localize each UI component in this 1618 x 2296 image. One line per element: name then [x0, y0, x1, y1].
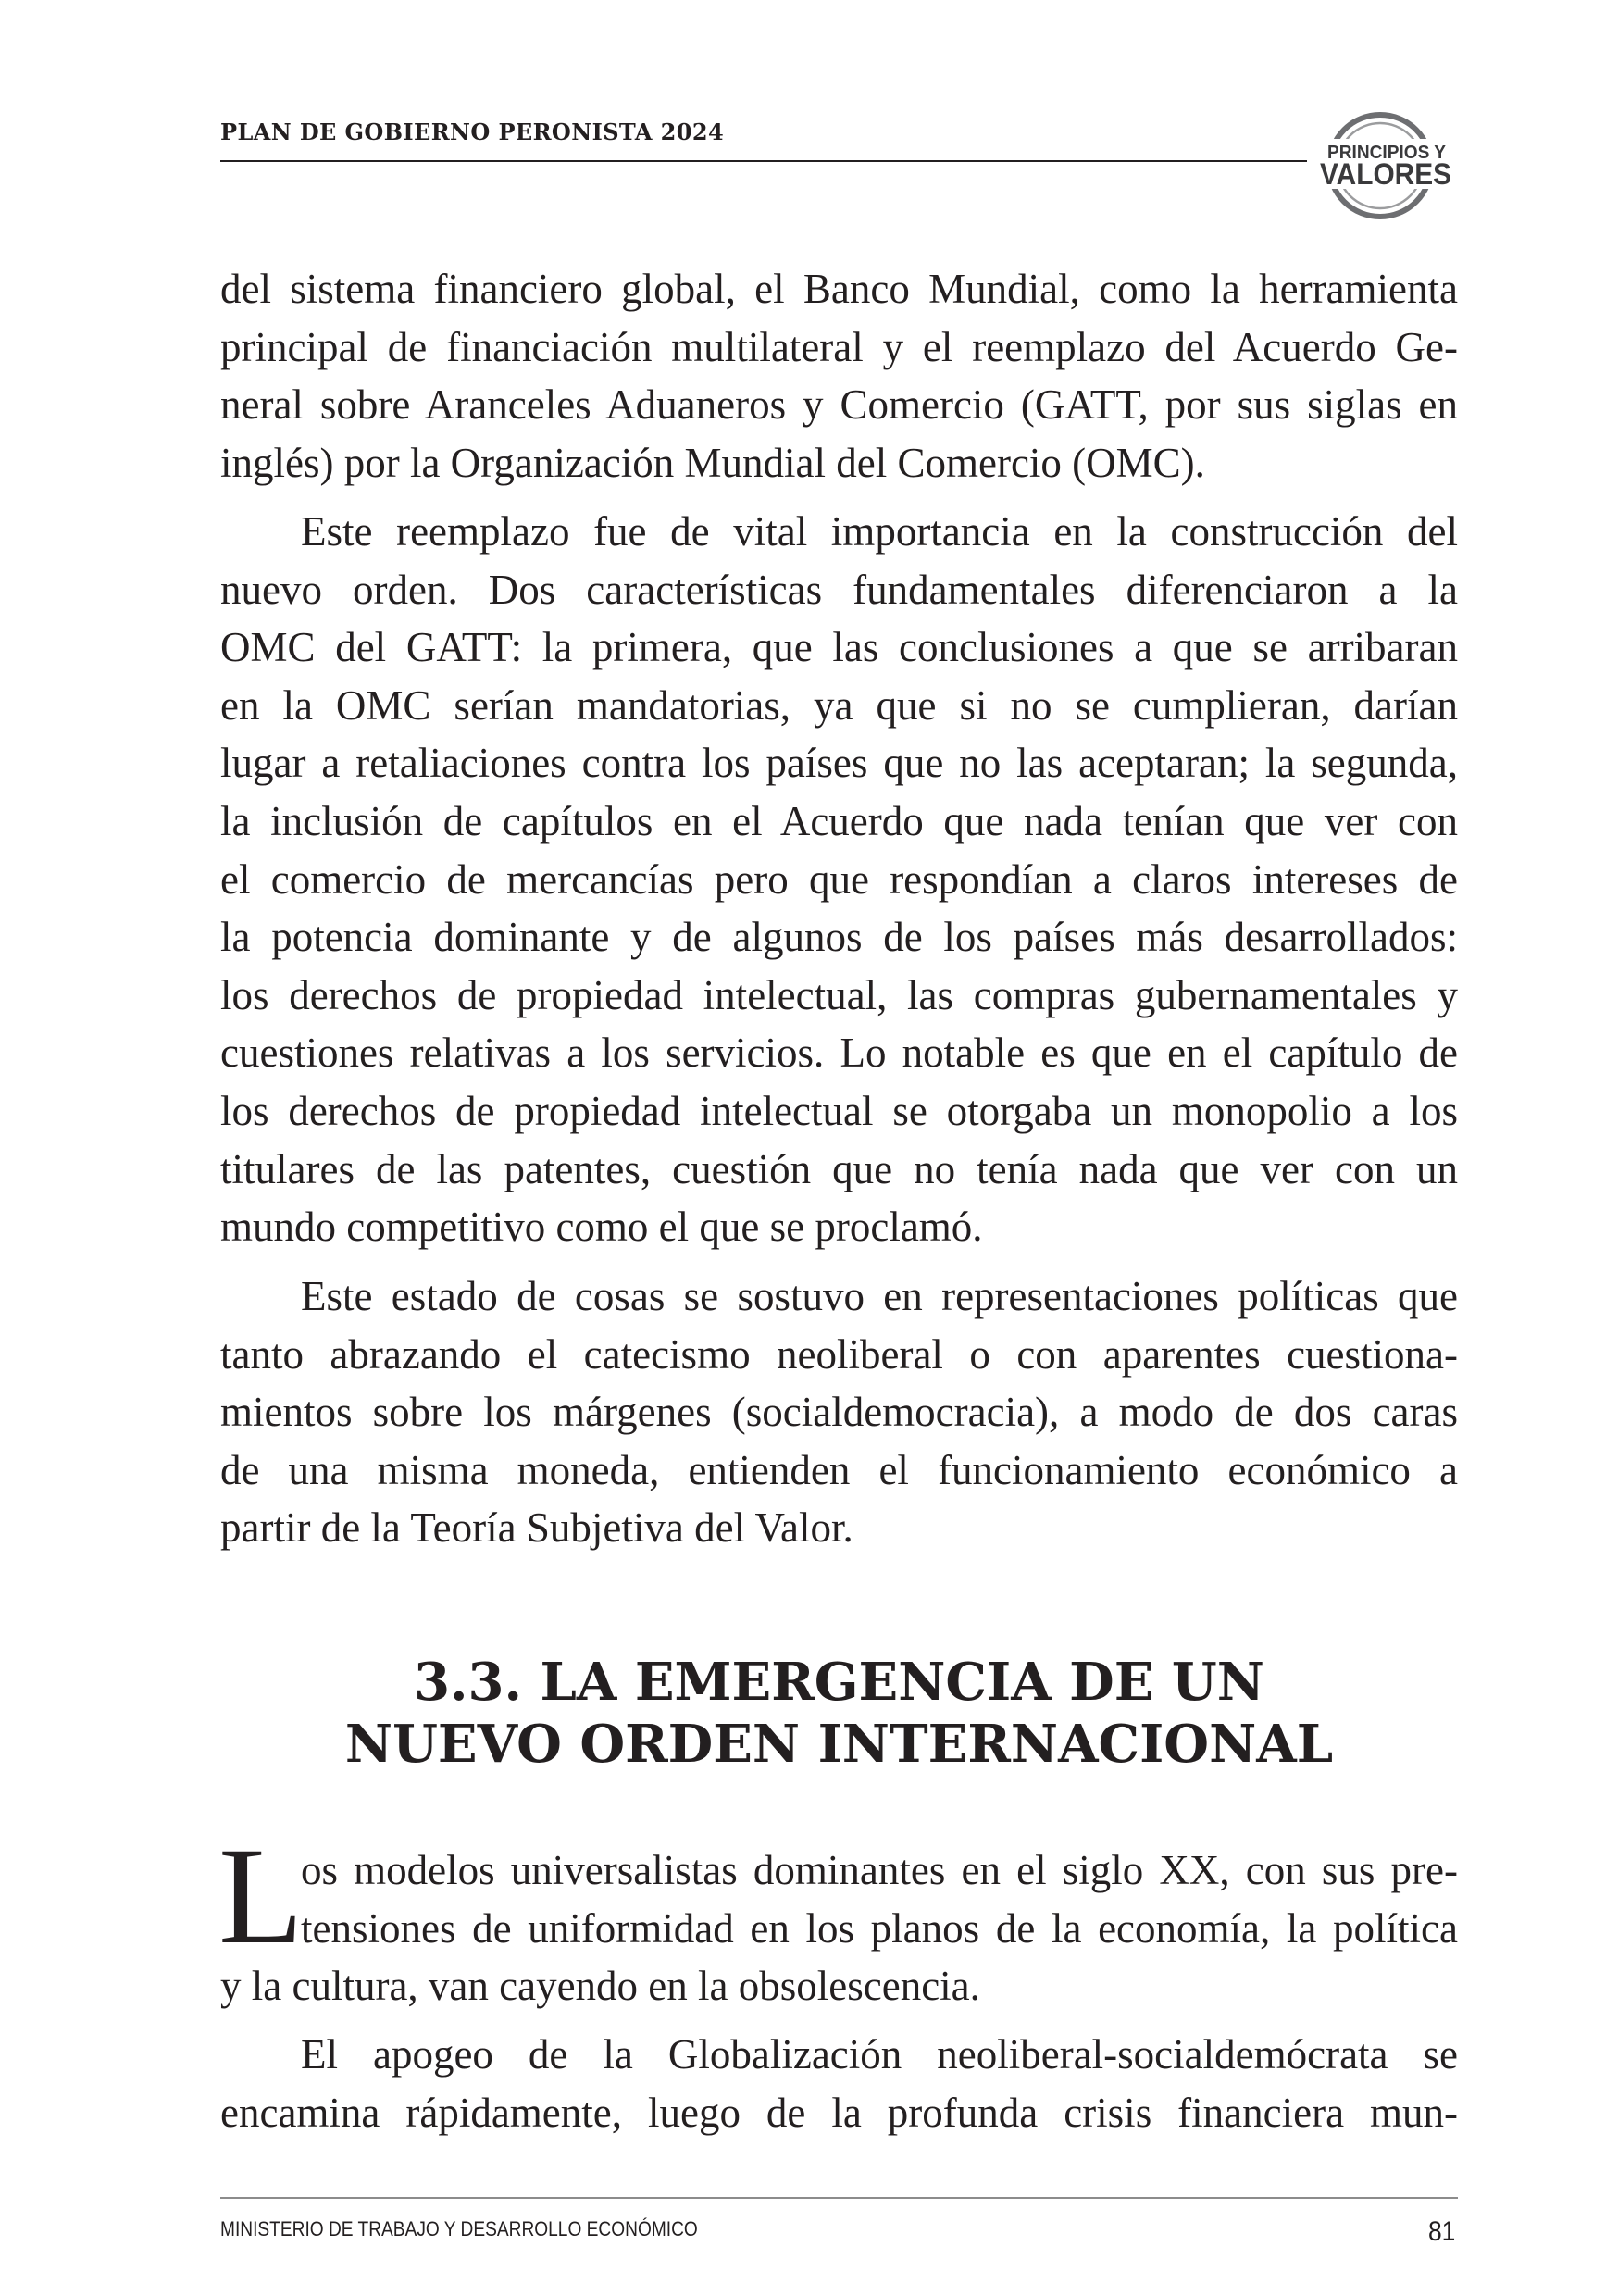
text-line: la inclusión de capítulos en el Acuerdo que nada tenían que ver con — [220, 797, 1458, 844]
paragraph — [220, 2026, 1458, 2141]
text-line: lugar a retaliaciones contra los países que no las aceptaran; la segunda, — [220, 740, 1458, 787]
logo-text-valores: VALORES — [1320, 157, 1451, 191]
drop-cap: L — [218, 1819, 304, 1973]
section-heading — [220, 1652, 1458, 1776]
footer-rule — [220, 2197, 1458, 2199]
text-line: nuevo orden. Dos características fundamentales diferenciaron a la — [220, 566, 1458, 613]
running-title: PLAN DE GOBIERNO PERONISTA 2024 — [220, 119, 725, 145]
text-line: tanto abrazando el catecismo neoliberal o con aparentes cuestiona- — [220, 1330, 1458, 1378]
text-line: inglés) por la Organización Mundial del Comercio (OMC). — [220, 439, 1205, 486]
text-line: Este reemplazo fue de vital importancia en la construcción del — [301, 508, 1458, 555]
principios-y-valores-logo — [1296, 100, 1459, 231]
footer-ministry: MINISTERIO DE TRABAJO Y DESARROLLO ECONÓMICO — [220, 2217, 698, 2240]
text-line: de una misma moneda, entienden el funcionamiento económico a — [220, 1446, 1458, 1493]
header-rule — [220, 160, 1307, 162]
text-line: neral sobre Aranceles Aduaneros y Comercio (GATT, por sus siglas en — [220, 381, 1458, 429]
text-line: tensiones de uniformidad en los planos de la economía, la política — [301, 1904, 1458, 1952]
text-line: os modelos universalistas dominantes en el siglo XX, con sus pre- — [301, 1847, 1458, 1893]
text-line: mientos sobre los márgenes (socialdemocracia), a modo de dos caras — [220, 1389, 1458, 1436]
text-line: Este estado de cosas se sostuvo en representaciones políticas que — [301, 1273, 1458, 1319]
text-line: el comercio de mercancías pero que respondían a claros intereses de — [220, 855, 1458, 903]
section-heading-line: NUEVO ORDEN INTERNACIONAL — [344, 1714, 1334, 1775]
text-line: la potencia dominante y de algunos de los países más desarrollados: — [220, 914, 1458, 961]
text-line: cuestiones relativas a los servicios. Lo notable es que en el capítulo de — [220, 1029, 1458, 1077]
text-line: en la OMC serían mandatorias, ya que si no se cumplieran, darían — [220, 681, 1458, 729]
text-line: principal de financiación multilateral y el reemplazo del Acuerdo Ge- — [220, 323, 1458, 370]
paragraph — [220, 503, 1458, 1256]
paragraph — [220, 1841, 1458, 2015]
text-line: del sistema financiero global, el Banco Mundial, como la herramienta — [220, 266, 1458, 312]
text-line: titulares de las patentes, cuestión que no tenía nada que ver con un — [220, 1145, 1458, 1192]
paragraph — [220, 260, 1458, 492]
text-line: los derechos de propiedad intelectual, las compras gubernamentales y — [220, 971, 1458, 1018]
text-line: El apogeo de la Globalización neoliberal-socialdemócrata se — [301, 2031, 1458, 2078]
text-line: OMC del GATT: la primera, que las conclusiones a que se arribaran — [220, 624, 1458, 671]
section-heading-line: 3.3. LA EMERGENCIA DE UN — [414, 1652, 1264, 1713]
text-line: encamina rápidamente, luego de la profunda crisis financiera mun- — [220, 2089, 1458, 2136]
page-number: 81 — [1427, 2216, 1455, 2247]
text-line: los derechos de propiedad intelectual se otorgaba un monopolio a los — [220, 1087, 1458, 1134]
text-line: mundo competitivo como el que se proclamó. — [220, 1204, 983, 1251]
text-line: y la cultura, van cayendo en la obsolescencia. — [220, 1963, 980, 2010]
paragraph — [220, 1267, 1458, 1557]
logo-text-principios: PRINCIPIOS Y — [1327, 143, 1447, 163]
text-line: partir de la Teoría Subjetiva del Valor. — [220, 1504, 853, 1552]
